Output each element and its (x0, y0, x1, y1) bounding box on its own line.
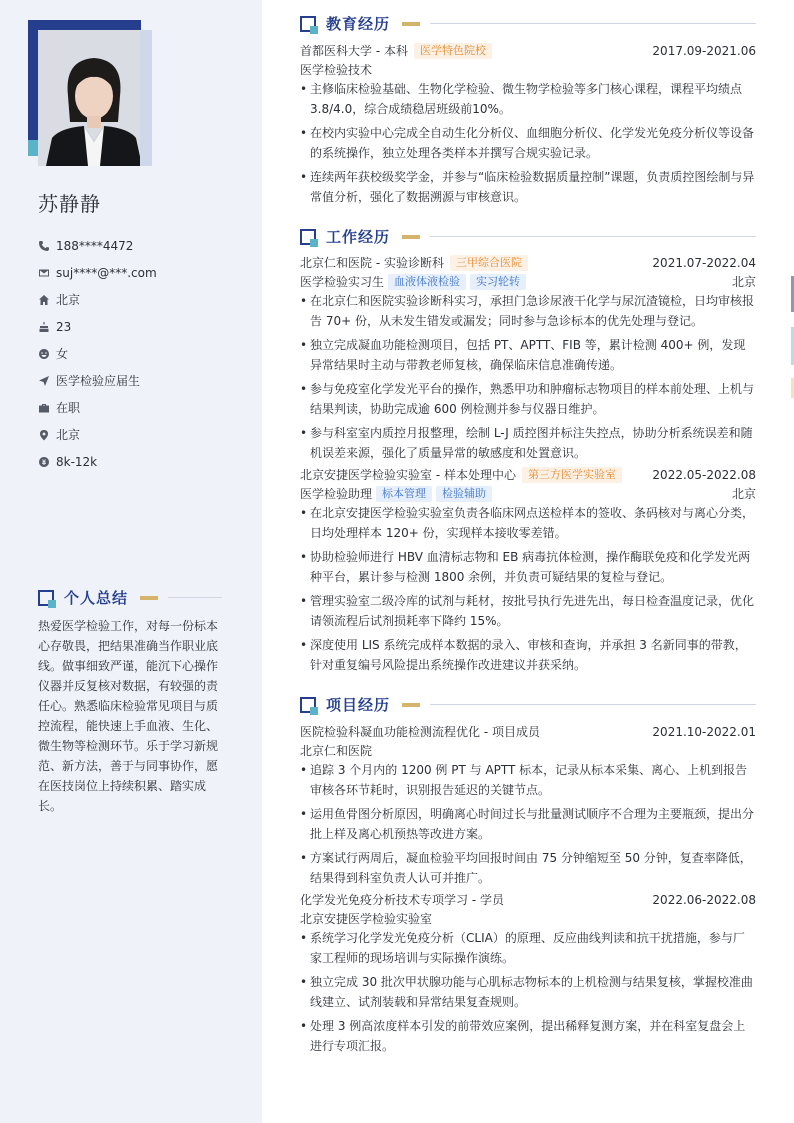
project-org: 北京仁和医院 (300, 744, 373, 758)
list-item: • 独立完成凝血功能检测项目，包括 PT、APTT、FIB 等，累计检测 400+ 例，发现异常结果时主动与带教老师复核，确保临床信息准确传递。 (300, 335, 756, 375)
section-accent-bar (140, 596, 158, 600)
education-block (300, 41, 756, 211)
project-bullets (300, 928, 756, 1056)
education-date: 2017.09-2021.06 (652, 43, 756, 58)
home-icon (38, 294, 50, 306)
project-item-2 (300, 890, 756, 1060)
work-org: 北京安捷医学检验实验室 - 样本处理中心 (300, 468, 516, 482)
photo-shadow (140, 30, 152, 166)
salary-icon (38, 456, 50, 468)
section-divider (430, 23, 756, 24)
location-text: 北京 (56, 428, 81, 442)
list-item: • 在北京安捷医学检验实验室负责各临床网点送检样本的签收、条码核对与离心分类，日均处理样本 120+ 份，实现样本接收零差错。 (300, 503, 756, 543)
contact-hometown (38, 286, 248, 313)
contact-salary (38, 448, 248, 475)
candidate-name: 苏静静 (38, 192, 101, 216)
project-name: 化学发光免疫分析技术专项学习 - 学员 (300, 893, 504, 907)
email-text: suj****@***.com (56, 265, 157, 280)
project-org-row (300, 741, 756, 760)
work-title: 工作经历 (326, 228, 391, 246)
mail-icon (38, 267, 50, 279)
list-item: • 管理实验室二级冷库的试剂与耗材，按批号执行先进先出，每日检查温度记录，优化请领流程后试剂损耗率下降约 15%。 (300, 591, 756, 631)
contact-location (38, 421, 248, 448)
work-city: 北京 (731, 487, 756, 501)
briefcase-icon (38, 402, 50, 414)
photo-accent (28, 140, 38, 156)
section-divider (430, 236, 756, 237)
summary-text: 热爱医学检验工作，对每一份标本心存敬畏，把结果准确当作职业底线。做事细致严谨，能沉下心操作仪器并反复核对数据，有较强的责任心。熟悉临床检验常见项目与质控流程，能快速上手血液、生化、微生物等检测环节。乐于学习新规范、新方法，善于与同事协作，愿在医技岗位上持续积累、踏实成长。 (38, 619, 219, 813)
section-divider (168, 597, 222, 598)
education-row (300, 41, 756, 60)
work-city: 北京 (731, 275, 756, 289)
major-name: 医学检验技术 (300, 63, 373, 77)
list-item: • 深度使用 LIS 系统完成样本数据的录入、审核和查询，并承担 3 名新同事的带教，针对重复编号风险提出系统操作改进建议并获采纳。 (300, 635, 756, 675)
hometown-text: 北京 (56, 293, 81, 307)
cake-icon (38, 321, 50, 333)
projects-title: 项目经历 (326, 696, 391, 714)
list-item: • 系统学习化学发光免疫分析（CLIA）的原理、反应曲线判读和抗干扰措施，参与厂家工程师的现场培训与实际操作演练。 (300, 928, 756, 968)
project-name-row (300, 722, 756, 741)
list-item: • 协助检验师进行 HBV 血清标志物和 EB 病毒抗体检测，操作酶联免疫和化学发光两种平台，累计参与检测 1800 余例，并负责可疑结果的复检与登记。 (300, 547, 756, 587)
list-item: • 在北京仁和医院实验诊断科实习，承担门急诊尿液干化学与尿沉渣镜检，日均审核报告 70+ 份，从未发生错发或漏发；同时参与急诊标本的优先处理与登记。 (300, 291, 756, 331)
work-date: 2022.05-2022.08 (652, 467, 756, 482)
section-square-icon (300, 229, 316, 245)
work-org-row (300, 465, 756, 484)
contact-phone (38, 232, 248, 259)
age-text: 23 (56, 319, 72, 334)
location-icon (38, 429, 50, 441)
major-row (300, 60, 756, 79)
list-item: • 主修临床检验基础、生物化学检验、微生物学检验等多门核心课程，课程平均绩点3.8/4.0，综合成绩稳居班级前10%。 (300, 79, 756, 119)
project-name-row (300, 890, 756, 909)
summary-title: 个人总结 (64, 589, 129, 607)
section-square-icon (300, 16, 316, 32)
project-item-1 (300, 722, 756, 892)
work-org-tag: 三甲综合医院 (450, 255, 528, 271)
education-bullets (300, 79, 756, 207)
skill-tag: 实习轮转 (470, 274, 526, 290)
work-role-row (300, 484, 756, 503)
project-org-row (300, 909, 756, 928)
list-item: • 连续两年获校级奖学金，并参与“临床检验数据质量控制”课题，负责质控图绘制与异常值分析，强化了数据溯源与审核意识。 (300, 167, 756, 207)
sidebar (0, 0, 262, 1123)
gender-icon (38, 348, 50, 360)
avatar (38, 30, 150, 166)
work-role: 医学检验助理 (300, 487, 373, 501)
section-accent-bar (402, 22, 420, 26)
section-divider (430, 704, 756, 705)
school-tag: 医学特色院校 (414, 43, 492, 59)
work-org-tag: 第三方医学实验室 (522, 467, 622, 483)
contact-list (38, 232, 248, 475)
skill-tag: 检验辅助 (436, 486, 492, 502)
work-item-2 (300, 465, 756, 679)
list-item: • 处理 3 例高浓度样本引发的前带效应案例，提出稀释复测方案，并在科室复盘会上进行专项汇报。 (300, 1016, 756, 1056)
phone-text: 188****4472 (56, 238, 134, 253)
education-header (300, 13, 756, 34)
contact-intention (38, 367, 248, 394)
contact-email (38, 259, 248, 286)
avatar-portrait (38, 30, 150, 166)
gender-text: 女 (56, 347, 69, 361)
project-date: 2022.06-2022.08 (652, 892, 756, 907)
work-item-1 (300, 253, 756, 467)
skill-tag: 标本管理 (376, 486, 432, 502)
list-item: • 方案试行两周后，凝血检验平均回报时间由 75 分钟缩短至 50 分钟，复查率降低，结果得到科室负责人认可并推广。 (300, 848, 756, 888)
list-item: • 在校内实验中心完成全自动生化分析仪、血细胞分析仪、化学发光免疫分析仪等设备的系统操作，独立处理各类样本并撰写合规实验记录。 (300, 123, 756, 163)
work-header (300, 226, 756, 247)
list-item: • 独立完成 30 批次甲状腺功能与心肌标志物标本的上机检测与结果复核，掌握校准曲线建立、试剂装载和异常结果复查规则。 (300, 972, 756, 1012)
section-square-icon (38, 590, 54, 606)
contact-status (38, 394, 248, 421)
work-role-row (300, 272, 756, 291)
list-item: • 追踪 3 个月内的 1200 例 PT 与 APTT 标本，记录从标本采集、离心、上机到报告审核各环节耗时，识别报告延迟的关键节点。 (300, 760, 756, 800)
contact-gender (38, 340, 248, 367)
salary-text: 8k-12k (56, 454, 98, 469)
project-date: 2021.10-2022.01 (652, 724, 756, 739)
education-title: 教育经历 (326, 15, 391, 33)
project-org: 北京安捷医学检验实验室 (300, 912, 433, 926)
project-bullets (300, 760, 756, 888)
work-org: 北京仁和医院 - 实验诊断科 (300, 256, 444, 270)
school-name: 首都医科大学 - 本科 (300, 44, 408, 58)
summary-header (38, 587, 222, 608)
section-square-icon (300, 697, 316, 713)
contact-age (38, 313, 248, 340)
list-item: • 参与免疫室化学发光平台的操作，熟悉甲功和肿瘤标志物项目的样本前处理、上机与结果判读，协助完成逾 600 例检测并参与仪器日维护。 (300, 379, 756, 419)
section-accent-bar (402, 703, 420, 707)
project-name: 医院检验科凝血功能检测流程优化 - 项目成员 (300, 725, 540, 739)
phone-icon (38, 240, 50, 252)
skill-tag: 血液体液检验 (388, 274, 466, 290)
work-date: 2021.07-2022.04 (652, 255, 756, 270)
list-item: • 运用鱼骨图分析原因，明确离心时间过长与批量测试顺序不合理为主要瓶颈，提出分批上样及离心机预热等改进方案。 (300, 804, 756, 844)
work-bullets (300, 291, 756, 463)
work-bullets (300, 503, 756, 675)
work-role: 医学检验实习生 (300, 275, 385, 289)
projects-header (300, 694, 756, 715)
intention-text: 医学检验应届生 (56, 374, 141, 388)
list-item: • 参与科室室内质控月报整理，绘制 L-J 质控图并标注失控点，协助分析系统误差和随机误差来源，强化了质量异常的敏感度和处置意识。 (300, 423, 756, 463)
status-text: 在职 (56, 401, 81, 415)
section-accent-bar (402, 235, 420, 239)
work-org-row (300, 253, 756, 272)
photo-frame (28, 20, 152, 166)
send-icon (38, 375, 50, 387)
